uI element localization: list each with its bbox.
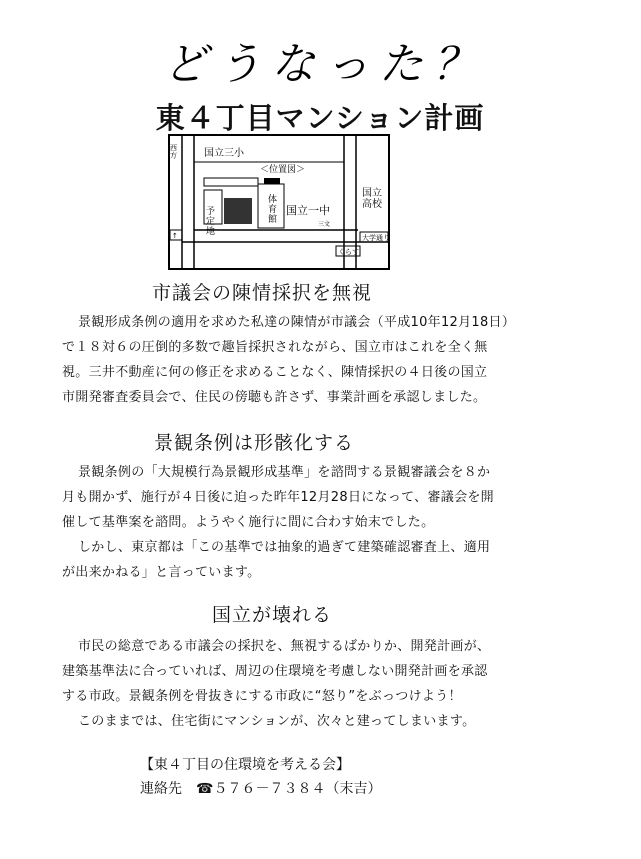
map-label-location: ＜位置図＞ xyxy=(260,165,306,175)
map-label-ichichu: 国立一中 xyxy=(286,204,330,217)
map-label-small-mid: 三文 xyxy=(318,221,331,228)
section3-line2: 建築基準法に合っていれば、周辺の住環境を考慮しない開発計画を承認 xyxy=(62,664,488,679)
section1-line3: 視。三井不動産に何の修正を求めることなく、陳情採択の４日後の国立 xyxy=(62,365,488,380)
map-label-gym: 体育館 xyxy=(268,195,278,225)
section2-heading: 景観条例は形骸化する xyxy=(154,432,355,454)
section1-line1: 景観形成条例の適用を求めた私達の陳情が市議会（平成10年12月18日） xyxy=(78,315,516,330)
section2-line5: が出来かねる」と言っています。 xyxy=(62,565,261,580)
map-label-site: 予定地 xyxy=(206,207,216,237)
section3-line1: 市民の総意である市議会の採択を、無視するばかりか、開発計画が、 xyxy=(78,639,491,654)
section2-line1: 景観条例の「大規模行為景観形成基準」を諮問する景観審議会を８か xyxy=(78,465,491,480)
footer-org: 【東４丁目の住環境を考える会】 xyxy=(140,757,350,773)
section1-line2: で１８対６の圧倒的多数で趣旨採択されながら、国立市はこれを全く無 xyxy=(62,340,488,355)
section2-line4: しかし、東京都は「この基準では抽象的過ぎて建築確認審査上、適用 xyxy=(78,540,491,555)
map-site-area xyxy=(224,198,252,224)
section2-line3: 催して基準案を諮問。ようやく施行に間に合わす始末でした。 xyxy=(62,515,435,530)
section1-line4: 市開発審査委員会で、住民の傍聴も許さず、事業計画を承認しました。 xyxy=(62,390,487,405)
footer-contact: 連絡先 ☎５７６－７３８４（末吉） xyxy=(140,781,382,797)
section2-line2: 月も開かず、施行が４日後に迫った昨年12月28日になって、審議会を開 xyxy=(62,490,494,505)
section3-line3: する市政。景観条例を骨抜きにする市政に“怒り”をぶっつけよう！ xyxy=(62,689,462,704)
location-map xyxy=(168,134,390,270)
map-label-left-tag: ↑ xyxy=(172,232,178,240)
map-gym-roof xyxy=(264,178,280,184)
map-label-kurasu: くらす xyxy=(338,248,359,256)
page-subtitle: 東４丁目マンション計画 xyxy=(155,101,485,135)
section3-heading: 国立が壊れる xyxy=(212,604,333,626)
map-label-small-top: 西方 xyxy=(170,144,177,160)
map-label-daigaku: 大学通り xyxy=(362,234,390,242)
page-title: どうなった？ xyxy=(163,39,487,90)
map-label-koko: 国立高校 xyxy=(362,188,382,210)
map-block-a xyxy=(204,178,258,186)
map-label-sannan: 国立三小 xyxy=(204,148,244,159)
section1-heading: 市議会の陳情採択を無視 xyxy=(152,282,373,304)
section3-line4: このままでは、住宅街にマンションが、次々と建ってしまいます。 xyxy=(78,714,476,729)
